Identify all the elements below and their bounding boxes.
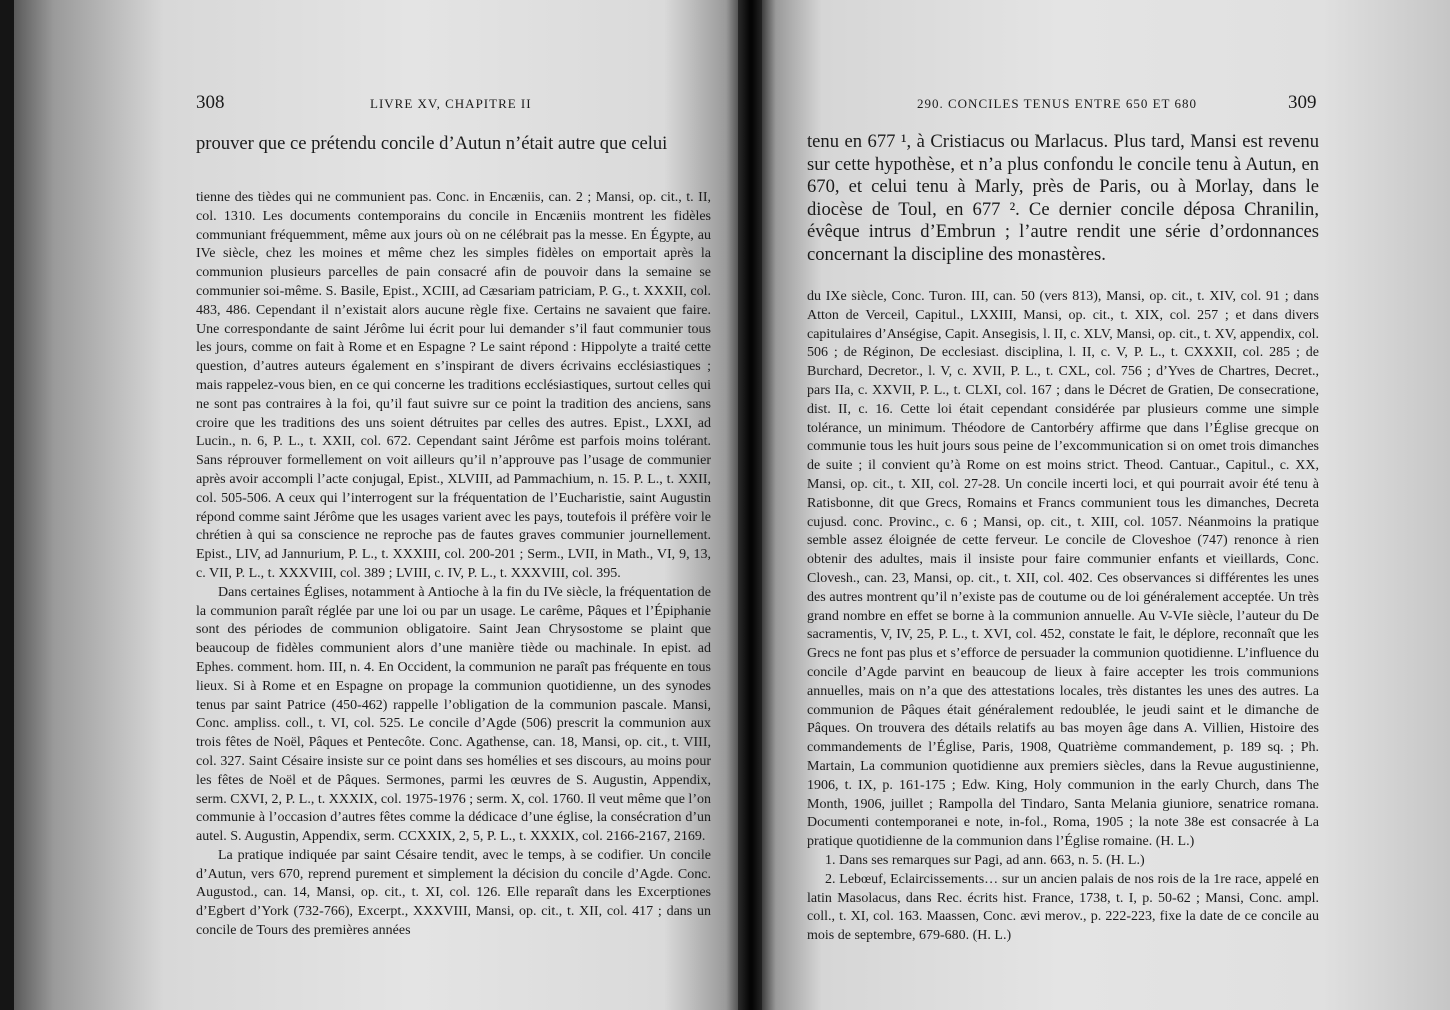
note-paragraph: du IXe siècle, Conc. Turon. III, can. 50 (vers 813), Mansi, op. cit., t. XIV, col. 91 ; dans Atton de Verceil, Capitul., LXXIII, Mansi, op. cit., t. XIX, col. 257 ; et dans divers capitulaires d’Anségise, Capit. Ansegisis, l. II, c. XLV, Mansi, op. cit., t. XV, appendix, col. 506 ; de Réginon, De ecclesiast. disciplina, l. II, c. V, P. L., t. CXXXII, col. 285 ; de Burchard, Decretor., l. V, c. XVII, P. L., t. CXL, col. 756 ; d’Yves de Chartres, Decret., pars IIa, c. XXVII, P. L., t. CLXI, col. 167 ; dans le Décret de Gratien, De consecratione, dist. II, c. 16. Cette loi était cependant considérée par plusieurs comme une simple tolérance, un minimum. Théodore de Cantorbéry affirme que dans l’Église grecque on communie tous les huit jours sous peine de l’excommunication si on omet trois dimanches de suite ; il convient qu’à Rome on est moins strict. Theod. Cantuar., Capitul., c. XX, Mansi, op. cit., t. XII, col. 27-28. Un concile incerti loci, et qui pourrait avoir été tenu à Ratisbonne, dit que Grecs, Romains et Francs communient tous les dimanches, Decreta cujusd. conc. Provinc., c. 6 ; Mansi, op. cit., t. XIII, col. 1057. Néanmoins la pratique semble assez éloignée de cette ferveur. Le concile de Cloveshoe (747) renonce à rien obtenir des adultes, mais il insiste pour faire communier enfants et vieillards, Conc. Clovesh., can. 23, Mansi, op. cit., t. XII, col. 402. Ces observances si différentes les unes des autres montrent qu’il n’existe pas de coutume ou de loi généralement acceptée. Un très grand nombre en effet se borne à la communion annuelle. Au V-VIe siècle, l’auteur du De sacramentis, V, IV, 25, P. L., t. XVI, col. 452, constate le fait, le déplore, reconnaît que les Grecs ne font pas plus et s’efforce de persuader la communion quotidienne. L’influence du concile d’Agde parvint en beaucoup de lieux à faire accepter les trois communions annuelles, mais on n’a que des attestations locales, très distantes les unes des autres. La communion de Pâques était généralement redoublée, le jeudi saint et le dimanche de Pâques. On trouvera des détails relatifs au bas moyen âge dans A. Villien, Histoire des commandements de l’Église, Paris, 1908, Quatrième commandement, p. 189 sq. ; Ph. Martain, La communion quotidienne aux premiers siècles, dans la Revue augustinienne, 1906, t. IX, p. 161-175 ; Edw. King, Holy communion in the early Church, dans The Month, 1906, juillet ; Rampolla del Tindaro, Santa Melania giuniore, senatrice romana. Documenti contemporanei e note, in-fol., Roma, 1905 ; la note 38e est consacrée à La pratique quotidienne de la communion dans l’Église romaine. (H. L.): [807, 289, 1319, 850]
running-head: 290. CONCILES TENUS ENTRE 650 ET 680: [917, 96, 1197, 111]
main-text: tenu en 677 ¹, à Cristiacus ou Marlacus. Plus tard, Mansi est revenu sur cette hypothèse, et n’a plus confondu le concile tenu à Autun, en 670, et celui tenu à Marly, près de Paris, ou à Morlay, dans le diocèse de Toul, en 677 ². Ce dernier concile déposa Chranilin, évêque intrus d’Embrun ; l’autre rendit une série d’ordonnances concernant la discipline des monastères.: [807, 131, 1319, 265]
note-paragraph: tienne des tièdes qui ne communient pas. Conc. in Encæniis, can. 2 ; Mansi, op. cit., t. II, col. 1310. Les documents contemporains du concile in Encæniis montrent les fidèles communiant fréquemment, même aux jours où on ne célébrait pas la messe. En Égypte, au IVe siècle, chez les moines et même chez les simples fidèles on emportait après la communion plusieurs parcelles de pain consacré afin de pouvoir dans la semaine se communier soi-même. S. Basile, Epist., XCIII, ad Cæsariam patriciam, P. G., t. XXXII, col. 483, 486. Cependant il n’existait alors aucune règle fixe. Certains ne savaient que faire. Une correspondante de saint Jérôme lui écrit pour lui demander s’il faut communier tous les jours, comme on fait à Rome et en Espagne ? Le saint répond : Hippolyte a traité cette question, d’autres auteurs également en s’inspirant de divers écrivains ecclésiastiques ; mais rappelez-vous bien, en ce qui concerne les traditions ecclésiastiques, surtout celles qui ne sont pas contraires à la foi, qu’il faut suivre sur ce point la tradition des anciens, sans croire que les traditions des uns soient détruites par celles des autres. Epist., LXXI, ad Lucin., n. 6, P. L., t. XXII, col. 672. Cependant saint Jérôme est parfois moins tolérant. Sans réprouver formellement on voit ailleurs qu’il n’approuve pas l’usage de communier après avoir accompli l’acte conjugal, Epist., XLVIII, ad Pammachium, n. 15. P. L., t. XXII, col. 505-506. A ceux qui l’interrogent sur la fréquentation de l’Eucharistie, saint Augustin répond comme saint Jérôme que les usages varient avec les pays, toutefois il préfère voir le chrétien à qui sa conscience ne reproche pas de fautes graves communier journellement. Epist., LIV, ad Jannurium, P. L., t. XXXIII, col. 200-201 ; Serm., LVII, in Math., VI, 9, 13, c. VII, P. L., t. XXXVIII, col. 389 ; LVIII, c. IV, P. L., t. XXXVIII, col. 395.: [196, 190, 711, 581]
notes-block: [196, 189, 711, 941]
left-page: [14, 0, 740, 1010]
running-head: LIVRE XV, CHAPITRE II: [370, 96, 532, 111]
notes-block: [807, 288, 1319, 946]
right-page: [762, 0, 1450, 1010]
footnote: 2. Lebœuf, Eclaircissements… sur un ancien palais de nos rois de la 1re race, appelé en latin Masolacus, dans Rec. écrits hist. France, 1738, t. I, p. 50-62 ; Mansi, Conc. ampl. coll., t. XI, col. 163. Maassen, Conc. ævi merov., p. 222-223, fixe la date de ce concile au mois de septembre, 679-680. (H. L.): [807, 871, 1319, 944]
note-paragraph: Dans certaines Églises, notamment à Antioche à la fin du IVe siècle, la fréquentation de la communion paraît réglée par une loi ou par un usage. Le carême, Pâques et l’Épiphanie sont des périodes de communion obligatoire. Saint Jean Chrysostome se plaint que beaucoup de fidèles communient alors d’une manière tiède ou machinale. In epist. ad Ephes. comment. hom. III, n. 4. En Occident, la communion ne paraît pas fréquente en tous lieux. Si à Rome et en Espagne on propage la communion quotidienne, un des synodes tenus par saint Patrice (450-462) rappelle l’obligation de la communion pascale. Mansi, Conc. ampliss. coll., t. VI, col. 525. Le concile d’Agde (506) prescrit la communion aux trois fêtes de Noël, Pâques et Pentecôte. Conc. Agathense, can. 18, Mansi, op. cit., t. VIII, col. 327. Saint Césaire insiste sur ce point dans ses homélies et ses discours, au moins pour les fêtes de Noël et de Pâques. Sermones, parmi les œuvres de S. Augustin, Appendix, serm. CXVI, 2, P. L., t. XXXIX, col. 1975-1976 ; serm. X, col. 1760. Il veut même que l’on communie à l’occasion d’autres fêtes comme la dédicace d’une église, la consécration d’un autel. S. Augustin, Appendix, serm. CCXXIX, 2, 5, P. L., t. XXXIX, col. 2166-2167, 2169.: [196, 584, 711, 845]
main-text: prouver que ce prétendu concile d’Autun n’était autre que celui: [196, 133, 668, 154]
book-gutter: [738, 0, 764, 1010]
note-paragraph: La pratique indiquée par saint Césaire tendit, avec le temps, à se codifier. Un concile d’Autun, vers 670, reprend purement et simplement la décision du concile d’Agde. Conc. Augustod., can. 14, Mansi, op. cit., t. XI, col. 126. Elle reparaît dans les Excerptiones d’Egbert d’York (732-766), Excerpt., XXXVIII, Mansi, op. cit., t. XII, col. 417 ; dans un concile de Tours des premières années: [196, 847, 711, 939]
footnote: 1. Dans ses remarques sur Pagi, ad ann. 663, n. 5. (H. L.): [825, 852, 1145, 868]
page-number: 309: [1288, 92, 1317, 113]
page-number: 308: [196, 92, 225, 113]
